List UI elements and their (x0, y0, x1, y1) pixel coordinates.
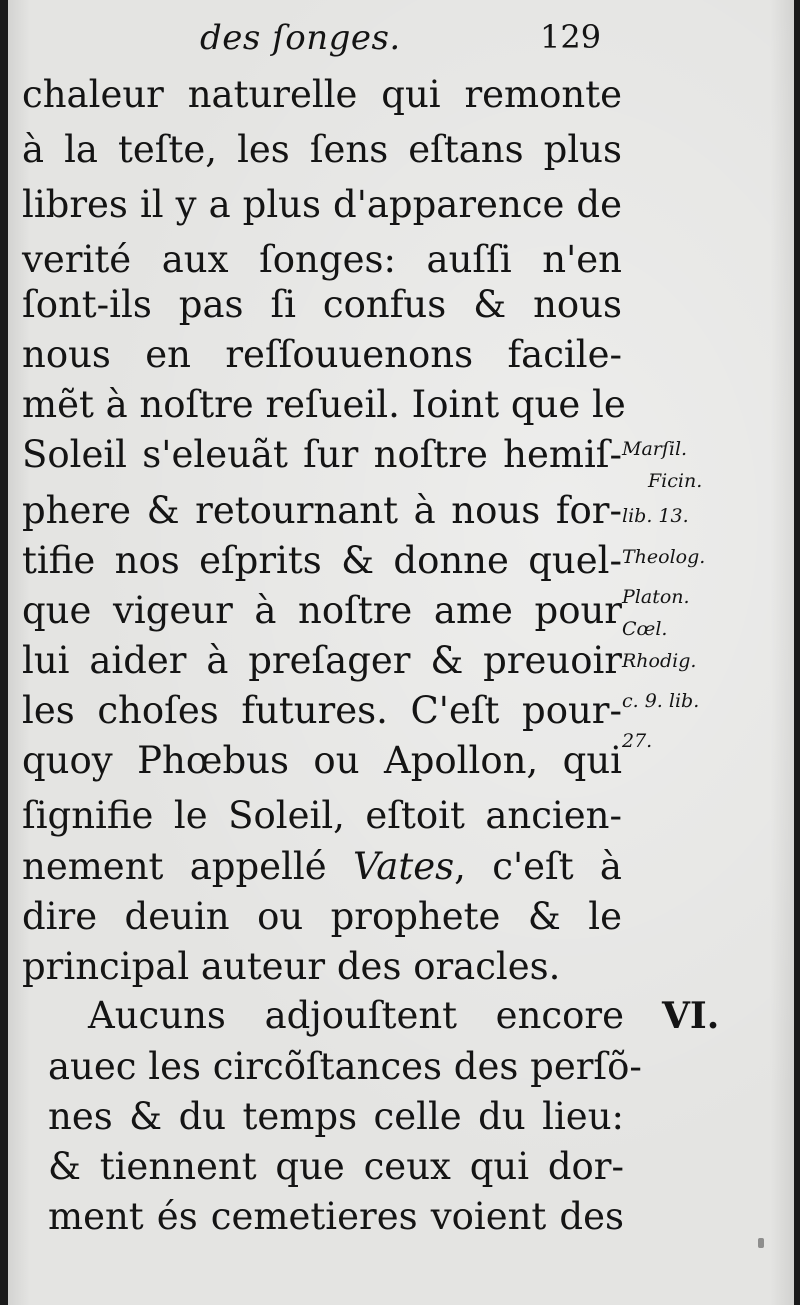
text-line-17: dire deuin ou prophete & le (22, 895, 622, 938)
margin-note-line-6: Cœl. (622, 618, 668, 640)
page-left-edge (0, 0, 8, 1305)
text-line-7: mẽt à noſtre reſueil. Ioint que le (22, 383, 626, 426)
margin-note-line-7: Rhodig. (622, 650, 697, 672)
text-line-3: libres il y a plus d'apparence de (22, 183, 622, 226)
text-line-4: verité aux ſonges: auſſi n'en (22, 238, 622, 281)
margin-note-line-2: Ficin. (648, 470, 703, 492)
text-line-10: tifie nos eſprits & donne quel- (22, 539, 622, 582)
text-line-16-end: , c'eſt à (454, 845, 622, 888)
margin-note-line-9: 27. (622, 730, 653, 752)
text-line-19: Aucuns adjouſtent encore (88, 994, 624, 1037)
margin-note-line-4: Theolog. (622, 546, 706, 568)
italic-word-vates: Vates (352, 845, 455, 888)
text-line-14: quoy Phœbus ou Apollon, qui (22, 739, 622, 782)
margin-note-line-8: c. 9. lib. (622, 690, 700, 712)
margin-note-line-5: Platon. (622, 586, 690, 608)
text-line-16 (22, 845, 622, 888)
text-line-9: phere & retournant à nous for- (22, 489, 622, 532)
text-line-12: lui aider à preſager & preuoir (22, 639, 622, 682)
section-marker: VI. (662, 995, 720, 1037)
text-line-1: chaleur naturelle qui remonte (22, 73, 622, 116)
ink-speck (758, 1238, 764, 1248)
text-line-6: nous en reſſouuenons facile- (22, 333, 622, 376)
text-line-23: ment és cemetieres voient des (48, 1195, 624, 1238)
page-right-edge (794, 0, 800, 1305)
text-line-13: les choſes futures. C'eſt pour- (22, 689, 622, 732)
text-line-2: à la teſte, les ſens eſtans plus (22, 128, 622, 171)
text-line-11: que vigeur à noſtre ame pour (22, 589, 622, 632)
margin-note-line-3: lib. 13. (622, 505, 689, 527)
running-head: des ſonges. (200, 18, 401, 58)
margin-note-line-1: Marſil. (622, 438, 688, 460)
text-line-18: principal auteur des oracles. (22, 945, 561, 988)
text-line-21: nes & du temps celle du lieu: (48, 1095, 624, 1138)
text-line-5: ſont-ils pas ſi confus & nous (22, 283, 622, 326)
text-line-22: & tiennent que ceux qui dor- (48, 1145, 624, 1188)
page-number: 129 (540, 18, 602, 56)
text-line-16-start: nement appellé (22, 845, 353, 888)
text-line-20: auec les circõſtances des perſõ- (48, 1045, 642, 1088)
text-line-8: Soleil s'eleuãt ſur noſtre hemiſ- (22, 433, 622, 476)
text-line-15: ſignifie le Soleil, eſtoit ancien- (22, 794, 622, 837)
